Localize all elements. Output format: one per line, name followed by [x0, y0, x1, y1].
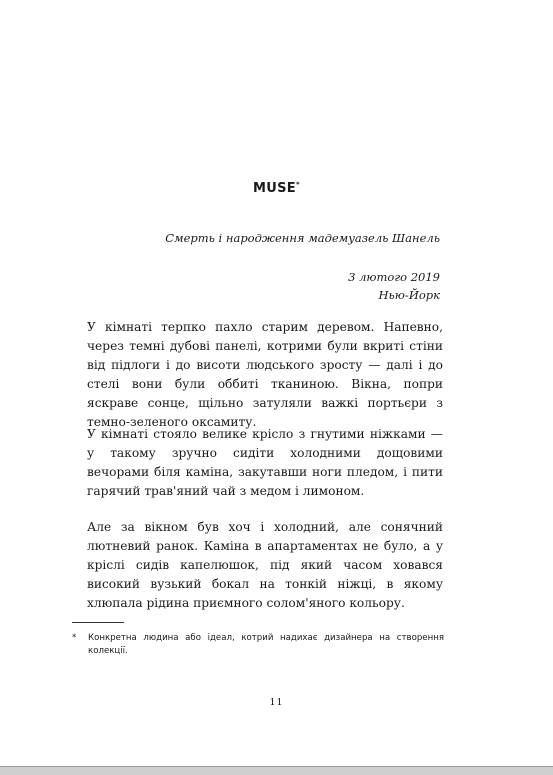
- footnote-reference: *: [295, 180, 300, 189]
- footnote-marker: *: [72, 633, 77, 643]
- footnote-divider: [72, 622, 124, 623]
- chapter-title-text: MUSE: [253, 181, 296, 196]
- paragraph-2: У кімнаті стояло велике крісло з гнутими ніжками — у такому зручно сидіти холодними дощовими вечорами біля каміна, закутавши ноги пледом, і пити гарячий трав'яний чай з медом і лимоном.: [87, 427, 443, 498]
- chapter-title: [0, 181, 553, 196]
- footnote: [72, 632, 444, 658]
- dateline: [348, 268, 440, 304]
- dateline-date: 3 лютого 2019: [348, 270, 440, 284]
- footnote-text: Конкретна людина або ідеал, котрий надихає дизайнера на створення колекції.: [88, 633, 444, 656]
- paragraph-3: Але за вікном був хоч і холодний, але сонячний лютневий ранок. Каміна в апартаментах не було, а у кріслі сидів капелюшок, під який часом ховався високий вузький бокал на тонкій ніжці, в якому хлюпала рідина приємного солом'яного кольору.: [87, 520, 443, 610]
- page-number: 11: [269, 697, 284, 708]
- paragraph-1: У кімнаті терпко пахло старим деревом. Напевно, через темні дубові панелі, котрими були вкриті стіни від підлоги і до висоти людського зросту — далі і до стелі вони були оббиті тканиною. Вікна, попри яскраве сонце, щільно затуляли важкі портьєри з темно-зеленого оксамиту.: [87, 320, 443, 429]
- dateline-place: Нью-Йорк: [378, 288, 440, 302]
- chapter-subtitle: Смерть і народження мадемуазель Шанель: [165, 231, 440, 245]
